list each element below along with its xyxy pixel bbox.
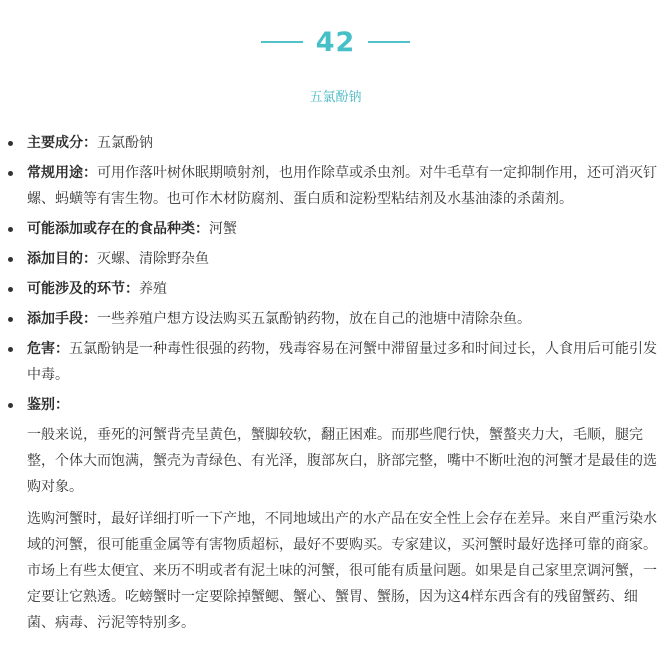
info-list [0, 130, 671, 642]
left-decorative-rule [261, 41, 303, 43]
item-label: 可能涉及的环节： [27, 281, 139, 297]
item-label: 主要成分： [27, 135, 97, 151]
identification-body [0, 422, 671, 636]
item-text: 五氯酚钠 [97, 135, 153, 151]
section-number: 42 [315, 26, 356, 58]
list-item-method [0, 306, 671, 332]
list-item-usage [0, 160, 671, 212]
list-item-purpose [0, 246, 671, 272]
section-header [0, 24, 671, 105]
list-item-identification [0, 392, 671, 418]
list-item-food-types [0, 216, 671, 242]
list-item-stage [0, 276, 671, 302]
item-text: 五氯酚钠是一种毒性很强的药物，残毒容易在河蟹中滞留量过多和时间过长，人食用后可能引发中毒。 [27, 341, 657, 383]
item-text: 河蟹 [209, 221, 237, 237]
item-text: 灭螺、清除野杂鱼 [97, 251, 209, 267]
list-item-hazard [0, 336, 671, 388]
item-text: 一些养殖户想方设法购买五氯酚钠药物，放在自己的池塘中清除杂鱼。 [97, 311, 531, 327]
paragraph-2: 选购河蟹时，最好详细打听一下产地，不同地域出产的水产品在安全性上会存在差异。来自严重污染水域的河蟹，很可能重金属等有害物质超标，最好不要购买。专家建议，买河蟹时最好选择可靠的商家。市场上有些太便宜、来历不明或者有泥土味的河蟹，很可能有质量问题。如果是自己家里烹调河蟹，一定要让它熟透。吃螃蟹时一定要除掉蟹鳃、蟹心、蟹胃、蟹肠，因为这4样东西含有的残留蟹药、细菌、病毒、污泥等特别多。 [27, 511, 657, 631]
section-number-row [0, 24, 671, 60]
item-label: 危害： [27, 341, 69, 357]
item-label: 添加手段： [27, 311, 97, 327]
section-title: 五氯酚钠 [309, 90, 362, 105]
item-label: 常规用途： [27, 165, 97, 181]
right-decorative-rule [368, 41, 410, 43]
list-item-main-ingredient [0, 130, 671, 156]
paragraph-1: 一般来说，垂死的河蟹背壳呈黄色，蟹脚较软，翻正困难。而那些爬行快，蟹螯夹力大，毛顺，腿完整，个体大而饱满，蟹壳为青绿色、有光泽，腹部灰白，脐部完整，嘴中不断吐泡的河蟹才是最佳的选购对象。 [27, 427, 657, 495]
item-text: 可用作落叶树休眠期喷射剂，也用作除草或杀虫剂。对牛毛草有一定抑制作用，还可消灭钉螺、蚂蟥等有害生物。也可作木材防腐剂、蛋白质和淀粉型粘结剂及水基油漆的杀菌剂。 [27, 165, 657, 207]
item-text: 养殖 [139, 281, 167, 297]
item-label: 添加目的： [27, 251, 97, 267]
item-label: 可能添加或存在的食品种类： [27, 221, 209, 237]
item-label: 鉴别： [27, 397, 69, 413]
